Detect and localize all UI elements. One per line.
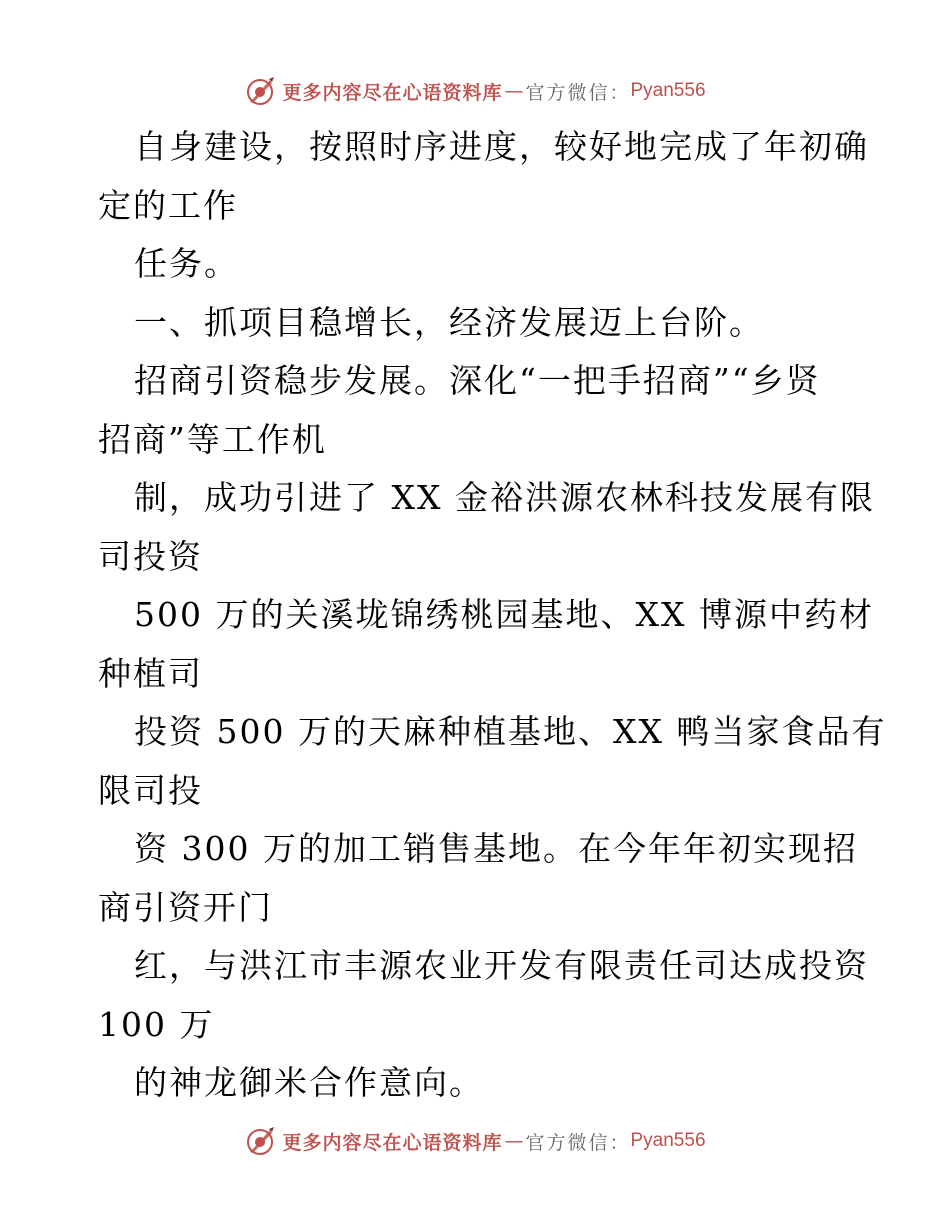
text-line: 制，成功引进了 XX 金裕洪源农林科技发展有限 <box>134 478 875 517</box>
text-line: 的神龙御米合作意向。 <box>134 1063 484 1102</box>
text-line: 投资 500 万的天麻种植基地、XX 鸭当家食品有 <box>134 712 887 751</box>
text-line: 招商”等工作机 <box>98 419 327 459</box>
text-line: 定的工作 <box>98 185 238 225</box>
text-line: 商引资开门 <box>98 887 273 927</box>
watermark-header <box>0 74 950 108</box>
text-line: 任务。 <box>134 244 239 283</box>
text-line: 种植司 <box>98 653 203 693</box>
watermark-account: Pyan556 <box>630 1130 706 1151</box>
text-line: 500 万的关溪垅锦绣桃园基地、XX 博源中药材 <box>134 595 874 634</box>
text-line: 司投资 <box>98 536 203 576</box>
section-heading: 一、抓项目稳增长，经济发展迈上台阶。 <box>134 302 764 342</box>
watermark-dash: — <box>504 80 524 102</box>
watermark-footer <box>0 1124 950 1158</box>
text-line: 招商引资稳步发展。深化“一把手招商”“乡贤 <box>134 361 821 400</box>
document-body <box>98 118 887 1113</box>
watermark-account: Pyan556 <box>630 80 706 101</box>
text-line: 100 万 <box>98 1004 215 1044</box>
text-line: 资 300 万的加工销售基地。在今年年初实现招 <box>134 829 858 868</box>
watermark-label: 官方微信： <box>525 1131 631 1154</box>
watermark-dash: — <box>504 1130 524 1152</box>
watermark-label: 官方微信： <box>525 81 631 104</box>
watermark-brand: 更多内容尽在心语资料库 <box>282 81 503 104</box>
text-line: 红，与洪江市丰源农业开发有限责任司达成投资 <box>134 946 869 985</box>
text-line: 自身建设，按照时序进度，较好地完成了年初确 <box>134 127 869 166</box>
quill-pen-circle-icon <box>244 75 276 107</box>
text-line: 限司投 <box>98 770 203 810</box>
watermark-brand: 更多内容尽在心语资料库 <box>282 1131 503 1154</box>
quill-pen-circle-icon <box>244 1125 276 1157</box>
